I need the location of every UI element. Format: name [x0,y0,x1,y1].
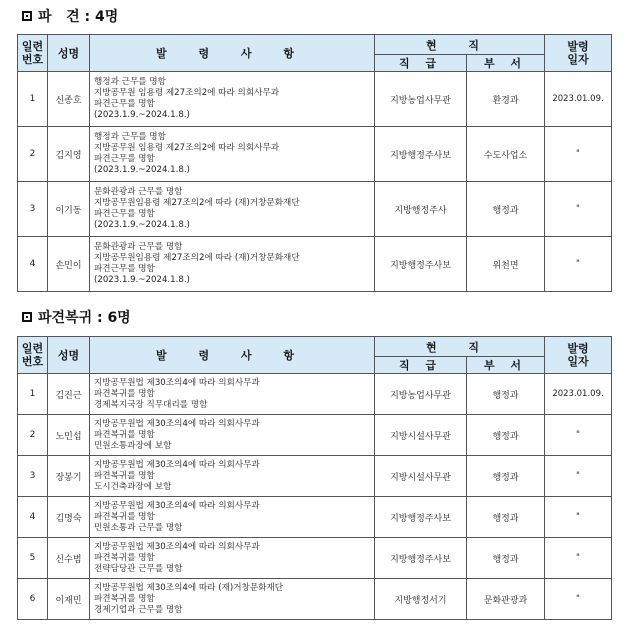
desc-line: 지방공무원 임용령 제27조의2에 따라 의회사무과 [94,143,280,153]
desc-line: 파견근무를 명함 [94,154,155,164]
desc-line: 파견근무를 명함 [94,209,155,219]
section-title-text: 파 견 : 4명 [38,9,119,25]
rank-cell: 지방행정주사 [375,182,467,237]
table-row [18,415,612,456]
person-name: 이기동 [48,182,90,237]
section-title-dispatch [22,6,118,26]
header-name: 성명 [48,35,90,72]
desc-line: 지방공무원법 제30조의4에 따라 의회사무과 [94,541,260,552]
rank-cell: 지방시설사무관 [375,456,467,497]
row-number: 1 [18,374,48,415]
person-name: 장봉기 [48,456,90,497]
desc-line: 파견근무를 명함 [94,99,155,109]
table-row [18,374,612,415]
header-current-position: 현 직 [375,337,545,357]
date-cell: 2023.01.09. [545,374,612,415]
desc-line: 경제복지국장 직무대리를 명함 [94,399,208,410]
rank-cell: 지방행정서기 [375,579,467,620]
date-cell: " [545,497,612,538]
desc-line: 파견복귀를 명함 [94,388,155,399]
desc-line: 경제기업과 근무를 명함 [94,604,183,615]
date-cell: 2023.01.09. [545,72,612,127]
table-row [18,497,612,538]
rank-cell: 지방농업사무관 [375,72,467,127]
desc-line: 지방공무원법 제30조의4에 따라 의회사무과 [94,418,260,429]
desc-line: 지방공무원 임용령 제27조의2에 따라 의회사무과 [94,88,280,98]
square-bullet-icon [22,312,32,322]
desc-line: 파견복귀를 명함 [94,552,155,563]
person-name: 이재민 [48,579,90,620]
appointment-description [90,182,375,237]
appointment-description [90,72,375,127]
desc-line: (2023.1.9.~2024.1.8.) [94,110,190,120]
header-no: 일련 번호 [18,35,48,72]
square-bullet-icon [22,11,32,21]
desc-line: 지방공무원법 제30조의4에 따라 의회사무과 [94,459,260,470]
table-row [18,538,612,579]
department-cell: 행정과 [467,497,545,538]
rank-cell: 지방행정주사보 [375,237,467,292]
date-cell: " [545,127,612,182]
person-name: 김명숙 [48,497,90,538]
date-cell: " [545,579,612,620]
header-date: 발령 일자 [545,337,612,374]
person-name: 손민이 [48,237,90,292]
header-department: 부 서 [467,55,545,72]
appointment-description [90,497,375,538]
header-date: 발령 일자 [545,35,612,72]
rank-cell: 지방시설사무관 [375,415,467,456]
person-name: 노민섭 [48,415,90,456]
desc-line: 파견복귀를 명함 [94,593,155,604]
department-cell: 행정과 [467,182,545,237]
header-current-position: 현 직 [375,35,545,55]
header-rank: 직 급 [375,55,467,72]
department-cell: 행정과 [467,538,545,579]
desc-line: 민원소통과장에 보함 [94,440,172,451]
person-name: 신수범 [48,538,90,579]
desc-line: 민원소통과 근무를 명함 [94,522,183,533]
desc-line: 지방공무원법 제30조의4에 따라 의회사무과 [94,377,260,388]
row-number: 2 [18,415,48,456]
department-cell: 환경과 [467,72,545,127]
appointment-description [90,579,375,620]
person-name: 김진근 [48,374,90,415]
appointment-description [90,538,375,579]
row-number: 4 [18,497,48,538]
desc-line: 지방공무원임용령 제27조의2에 따라 (재)거창문화재단 [94,253,300,263]
desc-line: 파견복귀를 명함 [94,470,155,481]
department-cell: 행정과 [467,415,545,456]
table-row [18,182,612,237]
person-name: 신종호 [48,72,90,127]
desc-line: 지방공무원법 제30조의4에 따라 의회사무과 [94,500,260,511]
rank-cell: 지방행정주사보 [375,497,467,538]
dispatch-table [17,34,612,292]
header-department: 부 서 [467,357,545,374]
table-row [18,237,612,292]
table-row [18,127,612,182]
header-description: 발 령 사 항 [90,337,375,374]
desc-line: 파견복귀를 명함 [94,511,155,522]
header-name: 성명 [48,337,90,374]
desc-line: (2023.1.9.~2024.1.8.) [94,275,190,285]
row-number: 6 [18,579,48,620]
return-table [17,336,612,620]
rank-cell: 지방행정주사보 [375,538,467,579]
rank-cell: 지방행정주사보 [375,127,467,182]
person-name: 김지영 [48,127,90,182]
desc-line: 문화관광과 근무를 명함 [94,187,183,197]
date-cell: " [545,415,612,456]
section-title-return [22,307,131,327]
date-cell: " [545,182,612,237]
department-cell: 행정과 [467,456,545,497]
appointment-description [90,456,375,497]
desc-line: 문화관광과 근무를 명함 [94,242,183,252]
header-rank: 직 급 [375,357,467,374]
date-cell: " [545,538,612,579]
desc-line: 파견복귀를 명함 [94,429,155,440]
row-number: 2 [18,127,48,182]
desc-line: 도시건축과장에 보함 [94,481,172,492]
table-row [18,579,612,620]
desc-line: (2023.1.9.~2024.1.8.) [94,220,190,230]
table-row [18,456,612,497]
desc-line: (2023.1.9.~2024.1.8.) [94,165,190,175]
row-number: 3 [18,456,48,497]
row-number: 3 [18,182,48,237]
desc-line: 지방공무원임용령 제27조의2에 따라 (재)거창문화재단 [94,198,300,208]
header-no: 일련 번호 [18,337,48,374]
department-cell: 문화관광과 [467,579,545,620]
desc-line: 파견근무를 명함 [94,264,155,274]
desc-line: 전략담당관 근무를 명함 [94,563,183,574]
row-number: 4 [18,237,48,292]
date-cell: " [545,456,612,497]
appointment-description [90,127,375,182]
date-cell: " [545,237,612,292]
appointment-description [90,415,375,456]
department-cell: 위천면 [467,237,545,292]
appointment-description [90,237,375,292]
table-row [18,72,612,127]
desc-line: 지방공무원법 제30조의4에 따라 (재)거창문화재단 [94,582,284,593]
appointment-description [90,374,375,415]
department-cell: 수도사업소 [467,127,545,182]
desc-line: 행정과 근무를 명함 [94,132,166,142]
header-description: 발 령 사 항 [90,35,375,72]
desc-line: 행정과 근무를 명함 [94,77,166,87]
department-cell: 행정과 [467,374,545,415]
rank-cell: 지방농업사무관 [375,374,467,415]
section-title-text: 파견복귀 : 6명 [38,310,131,326]
row-number: 1 [18,72,48,127]
row-number: 5 [18,538,48,579]
